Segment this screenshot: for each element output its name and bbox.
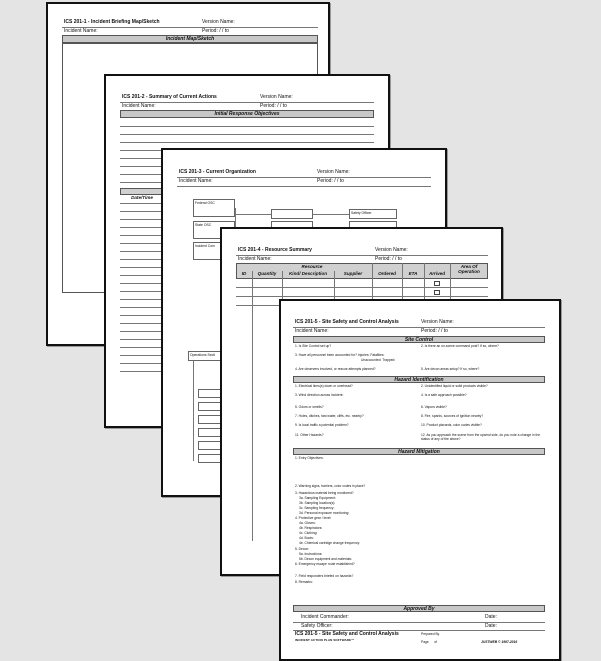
mitigation-2: 2. Warning signs, barriers, color codes in place?	[295, 484, 366, 488]
hazard-q4: 4. Is a safe approach possible?	[421, 393, 467, 397]
mitigation-4a: 4a. Gloves:	[299, 521, 316, 525]
org-box-operations-section: Operations Secti	[188, 351, 226, 361]
col-ordered: Ordered	[378, 271, 396, 276]
safety-officer-label: Safety Officer:	[301, 623, 333, 629]
mitigation-5: 5. Decon:	[295, 547, 310, 551]
site-control-q5: 5. Are decon areas setup? If so, where?	[421, 367, 480, 371]
version-name-label: Version Name:	[375, 247, 408, 253]
org-box-federal-osc: Federal OSC	[193, 199, 235, 217]
mitigation-7: 7. Field responders briefed on hazards?	[295, 574, 354, 578]
incident-name-label: Incident Name:	[179, 178, 213, 184]
org-box-safety-officer: Safety Officer	[349, 209, 397, 219]
site-control-q3b: Unaccounted: Trapped:	[361, 358, 396, 362]
hazard-q11: 11. Other Hazards?	[295, 433, 324, 437]
section-band: Incident Map/Sketch	[62, 35, 318, 43]
resource-band: Resource	[301, 264, 323, 269]
col-arrived: Arrived	[428, 271, 446, 276]
period-label: Period: / / to	[421, 328, 448, 334]
form-footer: ICS 201-5 - Site Safety and Control Analysis INCIDENT ACTION PLAN SOFTWARE™	[295, 631, 399, 642]
incident-name-label: Incident Name:	[64, 28, 98, 34]
col-datetime: Date/Time	[131, 195, 153, 200]
version-name-label: Version Name:	[421, 319, 454, 325]
mitigation-1: 1. Entry Objectives:	[295, 456, 324, 460]
hazard-q7: 7. Holes, ditches, fast water, cliffs, etc. nearby?	[295, 414, 364, 418]
section-band: Initial Response Objectives	[120, 110, 374, 118]
date-label: Date:	[485, 614, 497, 620]
band-approved-by: Approved By	[293, 605, 545, 612]
mitigation-3a: 3a. Sampling Equipment:	[299, 496, 336, 500]
mitigation-3c: 3c. Sampling frequency:	[299, 506, 335, 510]
col-kind-description: Kind/ Description	[288, 271, 328, 276]
hazard-q3: 3. Wind direction across incident:	[295, 393, 344, 397]
org-box-incident-commander: Incident Com	[193, 242, 235, 260]
mitigation-3d: 3d. Personal exposure monitoring:	[299, 511, 350, 515]
mitigation-5a: 5a. Instructions:	[299, 552, 323, 556]
hazard-q12: 12. As you approach the scene from the upwind side, do you note a change in the status of any of the above?	[421, 433, 541, 441]
hazard-q8: 8. Fire, sparks, sources of ignition nearby?	[421, 414, 484, 418]
period-label: Period: / / to	[202, 28, 229, 34]
hazard-q10: 10. Product placards, color codes visible?	[421, 423, 482, 427]
band-hazard-mitigation: Hazard Mitigation	[293, 448, 545, 455]
col-id: ID	[241, 271, 247, 276]
page-label: Page of	[421, 640, 437, 644]
version-name-label: Version Name:	[317, 169, 350, 175]
mitigation-4d: 4d. Boots:	[299, 536, 314, 540]
date-label: Date:	[485, 623, 497, 629]
form-title: ICS 201-5 - Site Safety and Control Analysis	[295, 319, 399, 325]
mitigation-8: 8. Remarks:	[295, 580, 313, 584]
col-eta: ETA	[408, 271, 418, 276]
mitigation-5b: 5b. Decon equipment and materials:	[299, 557, 352, 561]
band-hazard-identification: Hazard Identification	[293, 376, 545, 383]
org-box-unit	[271, 209, 313, 219]
site-control-q2: 2. Is there an on-scene command post? If so, where?	[421, 344, 499, 348]
period-label: Period: / / to	[317, 178, 344, 184]
version-name-label: Version Name:	[260, 94, 293, 100]
form-sheet-ics-201-5	[279, 299, 561, 661]
incident-commander-label: Incident Commander:	[301, 614, 349, 620]
site-control-q3: 3. Have all personnel been accounted for? Injuries: Fatalities:	[295, 353, 385, 357]
form-title: ICS 201-2 - Summary of Current Actions	[122, 94, 217, 100]
hazard-q6: 6. Vapors visible?	[421, 405, 447, 409]
mitigation-3: 3. Hazardous material being monitored?	[295, 491, 354, 495]
mitigation-4e: 4e. Chemical cartridge change frequency:	[299, 541, 361, 545]
form-title: ICS 201-4 - Resource Summary	[238, 247, 312, 253]
incident-name-label: Incident Name:	[122, 103, 156, 109]
incident-name-label: Incident Name:	[238, 256, 272, 262]
mitigation-3b: 3b. Sampling location(s):	[299, 501, 336, 505]
col-quantity: Quantity	[257, 271, 277, 276]
hazard-q5: 5. Odors or smells?	[295, 405, 324, 409]
site-control-q4: 4. Are observers involved, or rescue attempts planned?	[295, 367, 376, 371]
mitigation-4c: 4c. Clothing:	[299, 531, 318, 535]
mitigation-6: 6. Emergency escape route established?	[295, 562, 355, 566]
hazard-q2: 2. Unidentified liquid or solid products visible?	[421, 384, 488, 388]
incident-name-label: Incident Name:	[295, 328, 329, 334]
col-area-of-operation: Area Of Operation	[458, 264, 480, 274]
col-supplier: Supplier	[343, 271, 363, 276]
site-control-q1: 1. Is Site Control set up?	[295, 344, 332, 348]
org-box-state-osc: State OSC	[193, 221, 235, 239]
mitigation-4b: 4b. Respirators:	[299, 526, 323, 530]
hazard-q1: 1. Electrical lines(s) down or overhead?	[295, 384, 353, 388]
hazard-q9: 9. Is local traffic a potential problem?	[295, 423, 349, 427]
mitigation-4: 4. Protective gear / level:	[295, 516, 332, 520]
band-site-control: Site Control	[293, 336, 545, 343]
period-label: Period: / / to	[260, 103, 287, 109]
version-name-label: Version Name:	[202, 19, 235, 25]
period-label: Period: / / to	[375, 256, 402, 262]
prepared-by-label: Prepared By	[421, 632, 440, 636]
logo: JUSTWEB © 1997-2016	[481, 640, 518, 644]
form-title: ICS 201-3 - Current Organization	[179, 169, 256, 175]
form-title: ICS 201-1 - Incident Briefing Map/Sketch	[64, 19, 160, 25]
